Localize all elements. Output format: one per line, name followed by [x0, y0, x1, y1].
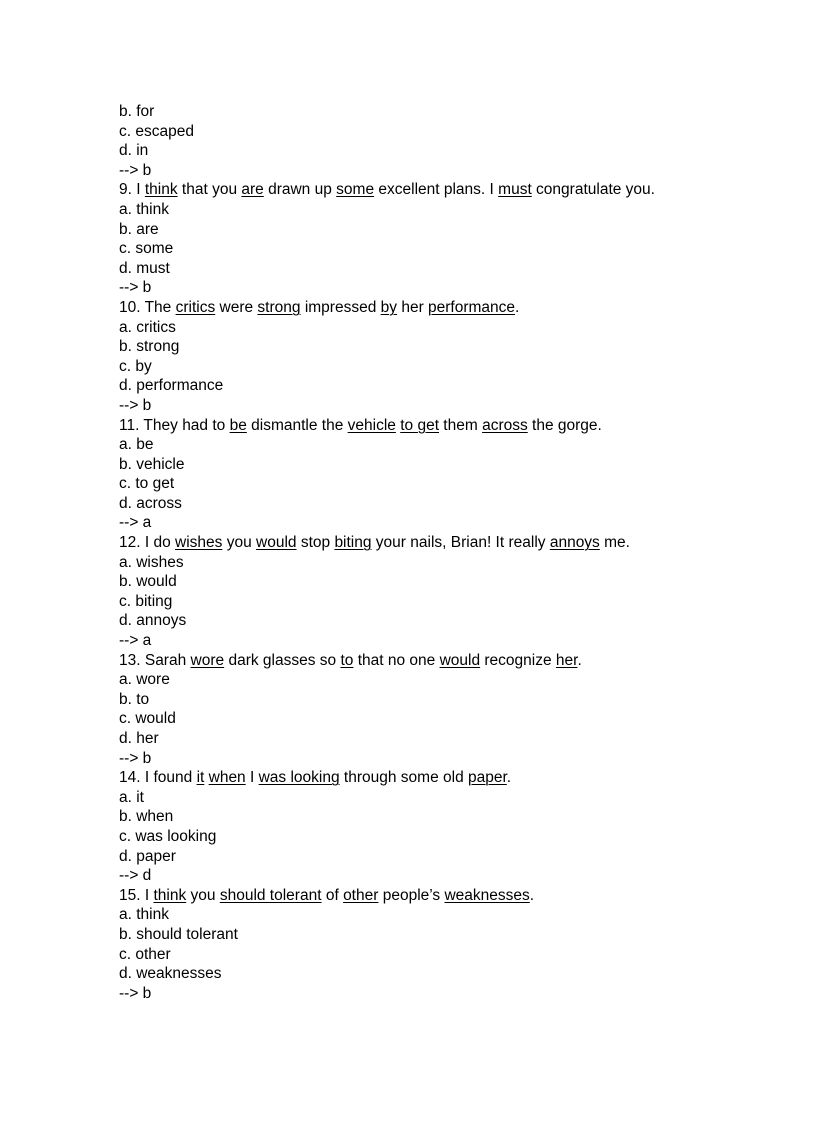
text-line: [119, 298, 779, 318]
underlined-word: performance: [428, 298, 516, 316]
text-segment: b. would: [119, 573, 177, 591]
underlined-word: her: [555, 651, 578, 669]
text-segment: stop: [296, 534, 335, 552]
underlined-word: biting: [334, 534, 372, 552]
text-line: [119, 161, 779, 181]
text-line: [119, 455, 779, 475]
text-segment: your nails, Brian! It really: [371, 534, 550, 552]
text-line: [119, 866, 779, 886]
underlined-word: strong: [257, 298, 301, 316]
text-segment: c. to get: [119, 475, 175, 493]
text-segment: you: [222, 534, 257, 552]
text-line: [119, 847, 779, 867]
text-segment: a. think: [119, 906, 169, 924]
text-segment: --> b: [119, 279, 152, 297]
text-segment: a. be: [119, 436, 154, 454]
text-segment: dismantle the: [246, 416, 348, 434]
text-line: [119, 729, 779, 749]
text-segment: were: [215, 298, 258, 316]
text-segment: d. performance: [119, 377, 224, 395]
underlined-word: by: [380, 298, 398, 316]
text-segment: d. annoys: [119, 612, 187, 630]
underlined-word: wishes: [175, 534, 223, 552]
text-line: [119, 749, 779, 769]
text-line: [119, 964, 779, 984]
underlined-word: would: [439, 651, 481, 669]
text-segment: a. wishes: [119, 553, 184, 571]
text-line: [119, 494, 779, 514]
underlined-word: it: [196, 769, 205, 787]
underlined-word: are: [241, 181, 264, 199]
text-segment: through some old: [339, 769, 468, 787]
text-line: [119, 788, 779, 808]
text-line: [119, 670, 779, 690]
text-line: [119, 220, 779, 240]
text-segment: 9. I: [119, 181, 145, 199]
text-segment: b. vehicle: [119, 455, 185, 473]
text-segment: c. by: [119, 357, 152, 375]
text-line: [119, 318, 779, 338]
text-segment: 11. They had to: [119, 416, 230, 434]
text-line: [119, 278, 779, 298]
text-segment: drawn up: [263, 181, 337, 199]
text-line: [119, 631, 779, 651]
text-segment: d. across: [119, 494, 182, 512]
text-segment: b. for: [119, 103, 155, 120]
text-segment: 12. I do: [119, 534, 176, 552]
text-segment: c. escaped: [119, 122, 194, 140]
text-segment: recognize: [480, 651, 556, 669]
text-segment: --> d: [119, 867, 152, 885]
text-segment: b. are: [119, 220, 159, 238]
text-line: [119, 259, 779, 279]
text-segment: a. wore: [119, 671, 170, 689]
text-line: [119, 337, 779, 357]
underlined-word: across: [482, 416, 528, 434]
text-line: [119, 396, 779, 416]
text-segment: 15. I: [119, 886, 154, 904]
text-segment: dark glasses so: [224, 651, 341, 669]
text-segment: of: [321, 886, 344, 904]
text-segment: b. should tolerant: [119, 925, 238, 943]
text-segment: congratulate you.: [531, 181, 655, 199]
text-line: [119, 533, 779, 553]
text-segment: b. when: [119, 808, 174, 826]
text-segment: c. some: [119, 240, 174, 258]
text-line: [119, 807, 779, 827]
text-line: [119, 925, 779, 945]
text-line: [119, 611, 779, 631]
text-line: [119, 416, 779, 436]
text-segment: .: [515, 298, 520, 316]
text-segment: 13. Sarah: [119, 651, 191, 669]
text-segment: me.: [599, 534, 630, 552]
text-line: [119, 102, 779, 122]
text-segment: the gorge.: [527, 416, 602, 434]
text-line: [119, 122, 779, 142]
underlined-word: vehicle: [347, 416, 396, 434]
underlined-word: would: [256, 534, 297, 552]
text-segment: d. her: [119, 730, 159, 747]
text-line: [119, 376, 779, 396]
text-line: [119, 513, 779, 533]
text-segment: 14. I found: [119, 769, 197, 787]
underlined-word: to get: [400, 416, 439, 434]
text-line: [119, 572, 779, 592]
underlined-word: critics: [175, 298, 216, 316]
underlined-word: other: [343, 886, 379, 904]
text-segment: d. weaknesses: [119, 965, 222, 983]
text-segment: you: [186, 886, 220, 904]
text-line: [119, 827, 779, 847]
text-segment: .: [577, 651, 582, 669]
text-line: [119, 200, 779, 220]
text-segment: impressed: [300, 298, 381, 316]
text-segment: d. must: [119, 259, 170, 277]
text-segment: --> b: [119, 749, 152, 767]
underlined-word: to: [340, 651, 354, 669]
text-line: [119, 474, 779, 494]
text-segment: --> b: [119, 396, 152, 414]
text-line: [119, 239, 779, 259]
underlined-word: paper: [468, 769, 507, 787]
text-segment: a. critics: [119, 318, 176, 336]
text-segment: d. paper: [119, 847, 176, 865]
text-segment: c. biting: [119, 592, 173, 610]
text-segment: d. in: [119, 142, 149, 160]
text-line: [119, 984, 779, 1004]
text-line: [119, 592, 779, 612]
text-segment: excellent plans. I: [374, 181, 499, 199]
underlined-word: some: [336, 181, 375, 199]
text-line: [119, 180, 779, 200]
underlined-word: be: [229, 416, 247, 434]
text-line: [119, 651, 779, 671]
text-segment: c. other: [119, 945, 171, 963]
text-segment: --> a: [119, 632, 152, 650]
text-segment: a. it: [119, 788, 144, 806]
text-segment: .: [506, 769, 512, 787]
text-segment: her: [397, 298, 429, 316]
text-line: [119, 357, 779, 377]
text-segment: c. was looking: [119, 827, 217, 845]
underlined-word: think: [153, 886, 187, 904]
text-segment: a. think: [119, 200, 169, 218]
text-segment: --> b: [119, 984, 152, 1002]
text-line: [119, 435, 779, 455]
text-segment: --> b: [119, 161, 152, 179]
text-segment: I: [245, 769, 259, 787]
text-segment: .: [529, 886, 535, 904]
underlined-word: when: [208, 769, 246, 787]
underlined-word: should tolerant: [219, 886, 322, 904]
text-segment: people’s: [378, 886, 445, 904]
text-line: [119, 768, 779, 788]
text-line: [119, 945, 779, 965]
text-line: [119, 690, 779, 710]
text-segment: them: [439, 416, 483, 434]
text-line: [119, 553, 779, 573]
underlined-word: think: [144, 181, 178, 199]
underlined-word: wore: [190, 651, 225, 669]
text-segment: b. strong: [119, 338, 180, 356]
text-line: [119, 905, 779, 925]
text-line: [119, 886, 779, 906]
document-page: [119, 102, 779, 1003]
text-segment: c. would: [119, 710, 176, 728]
text-segment: --> a: [119, 514, 152, 532]
underlined-word: annoys: [549, 534, 600, 552]
text-segment: that no one: [353, 651, 440, 669]
text-segment: 10. The: [119, 298, 176, 316]
underlined-word: weaknesses: [444, 886, 530, 904]
text-segment: that you: [177, 181, 242, 199]
text-segment: b. to: [119, 690, 150, 708]
text-line: [119, 709, 779, 729]
underlined-word: was looking: [258, 769, 340, 787]
text-line: [119, 141, 779, 161]
underlined-word: must: [498, 181, 532, 199]
